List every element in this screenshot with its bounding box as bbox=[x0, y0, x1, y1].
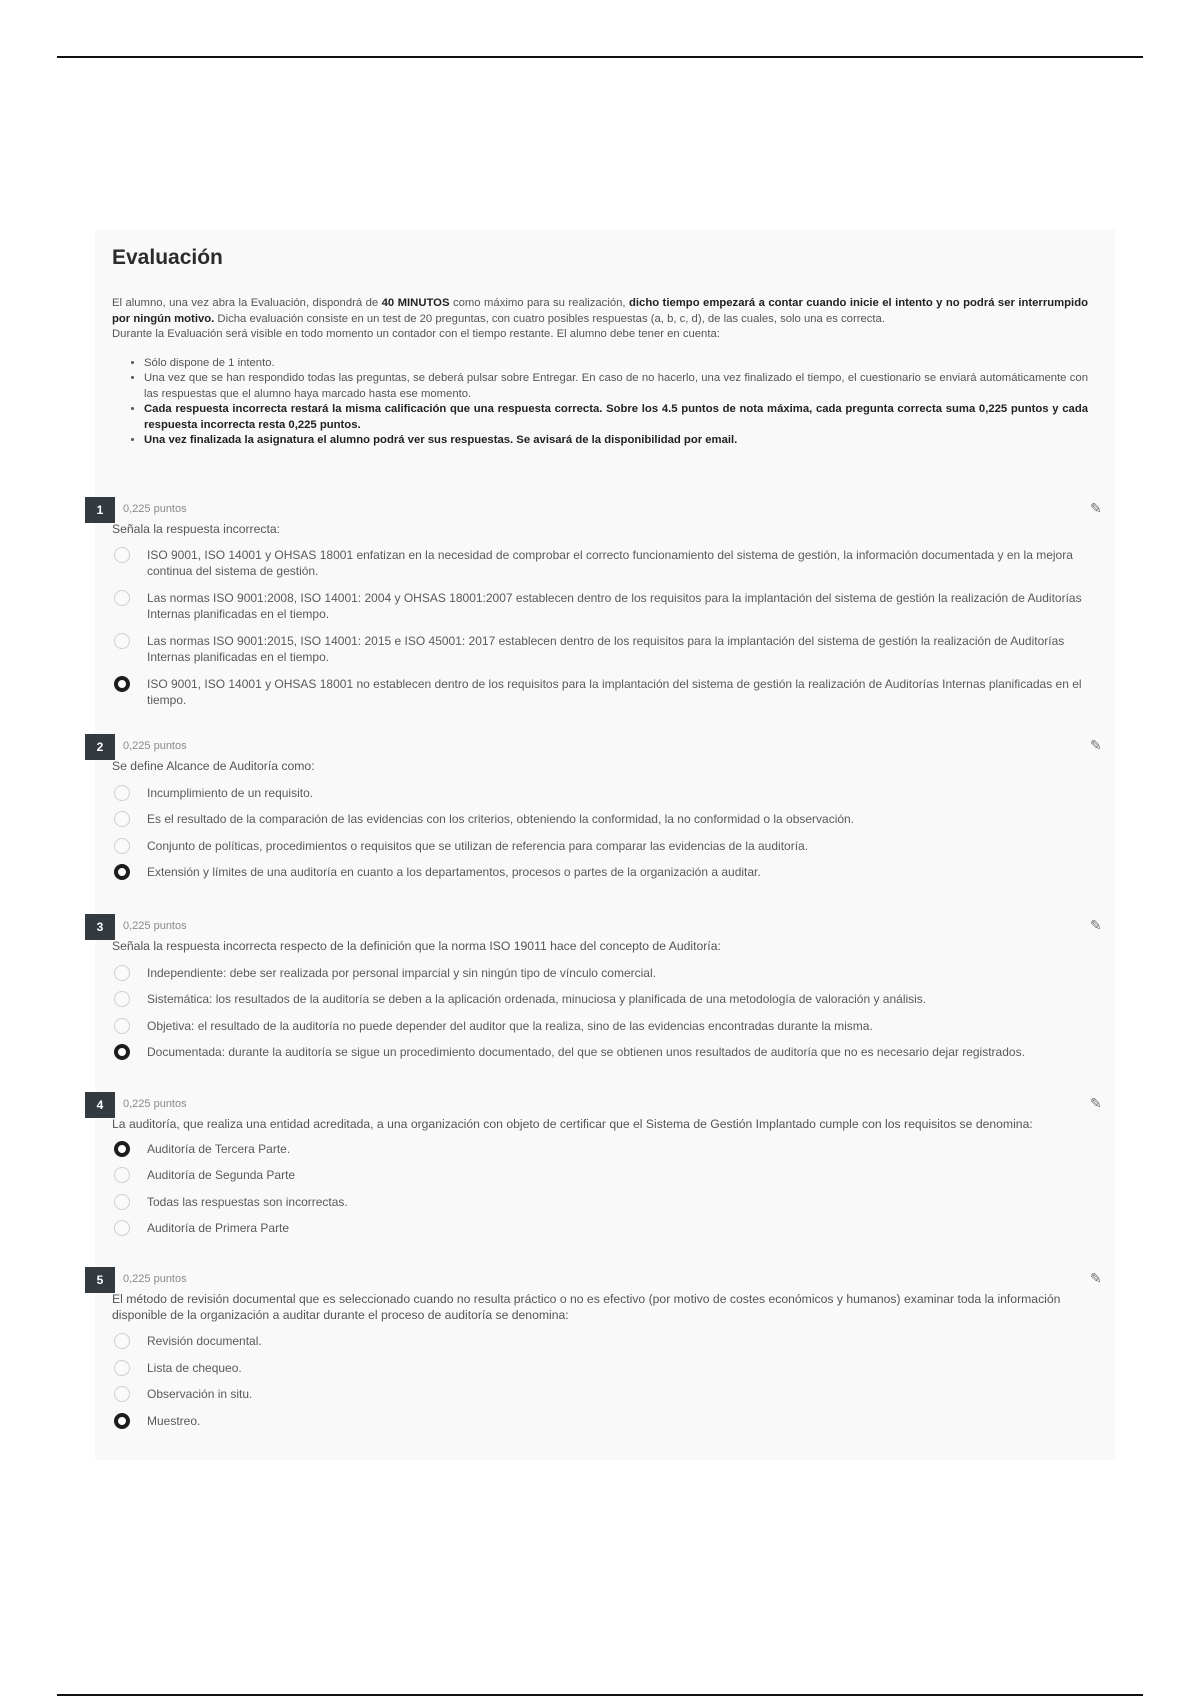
radio-button-selected[interactable] bbox=[114, 1413, 130, 1429]
pin-icon[interactable]: ✎ bbox=[1090, 1270, 1102, 1286]
radio-button[interactable] bbox=[114, 547, 130, 563]
radio-button[interactable] bbox=[114, 1360, 130, 1376]
answer-label: Conjunto de políticas, procedimientos o requisitos que se utilizan de referencia para comparar las evidencias de la auditoría. bbox=[147, 839, 809, 853]
radio-button-selected[interactable] bbox=[114, 1141, 130, 1157]
question-text: Señala la respuesta incorrecta respecto de la definición que la norma ISO 19011 hace del concepto de Auditoría: bbox=[112, 939, 721, 953]
radio-button[interactable] bbox=[114, 590, 130, 606]
question-number: 4 bbox=[85, 1092, 115, 1118]
answer-label: Las normas ISO 9001:2015, ISO 14001: 2015 e ISO 45001: 2017 establecen dentro de los requisitos para la implantación del sistema de gestión la realización de Auditorías Internas planificadas en el tiempo. bbox=[147, 634, 1065, 664]
answer-label: Auditoría de Segunda Parte bbox=[147, 1168, 296, 1182]
question-text: Se define Alcance de Auditoría como: bbox=[112, 759, 315, 773]
question-number: 5 bbox=[85, 1267, 115, 1293]
radio-button[interactable] bbox=[114, 991, 130, 1007]
answer-label: Documentada: durante la auditoría se sigue un procedimiento documentado, del que se obtienen unos resultados de auditoría que no es necesario dejar registrados. bbox=[147, 1045, 1025, 1059]
pin-icon[interactable]: ✎ bbox=[1090, 737, 1102, 753]
radio-button[interactable] bbox=[114, 1333, 130, 1349]
radio-button[interactable] bbox=[114, 633, 130, 649]
radio-button[interactable] bbox=[114, 1194, 130, 1210]
radio-button[interactable] bbox=[114, 838, 130, 854]
answer-label: Lista de chequeo. bbox=[147, 1361, 242, 1375]
answer-label: ISO 9001, ISO 14001 y OHSAS 18001 no establecen dentro de los requisitos para la implantación del sistema de gestión la realización de Auditorías Internas planificadas en el tiempo. bbox=[147, 677, 1082, 707]
intro-timer-warning: dicho tiempo empezará a contar cuando inicie el intento y no podrá ser interrumpido por ningún motivo. bbox=[112, 297, 1088, 325]
question-points: 0,225 puntos bbox=[123, 920, 187, 932]
instructions-item: • Sólo dispone de 1 intento. bbox=[144, 356, 1088, 372]
radio-button[interactable] bbox=[114, 785, 130, 801]
pin-icon[interactable]: ✎ bbox=[1090, 500, 1102, 516]
instructions-item bbox=[144, 402, 1088, 433]
top-rule bbox=[57, 56, 1143, 58]
answer-label: Auditoría de Primera Parte bbox=[147, 1221, 290, 1235]
radio-button[interactable] bbox=[114, 1018, 130, 1034]
question-points: 0,225 puntos bbox=[123, 503, 187, 515]
answer-label: ISO 9001, ISO 14001 y OHSAS 18001 enfatizan en la necesidad de comprobar el correcto funcionamiento del sistema de gestión, la información documentada y en la mejora continua del sistema de gestión. bbox=[147, 548, 1073, 578]
instructions-item-bold: Cada respuesta incorrecta restará la misma calificación que una respuesta correcta. Sobre los 4.5 puntos de nota máxima, cada pregunta correcta suma 0,225 puntos y cada respuesta incorrecta resta 0,225 puntos. bbox=[144, 403, 1088, 431]
pin-icon[interactable]: ✎ bbox=[1090, 917, 1102, 933]
radio-button[interactable] bbox=[114, 1220, 130, 1236]
answer-label: Muestreo. bbox=[147, 1414, 201, 1428]
answer-label: Revisión documental. bbox=[147, 1334, 262, 1348]
answer-label: Las normas ISO 9001:2008, ISO 14001: 2004 y OHSAS 18001:2007 establecen dentro de los requisitos para la implantación del sistema de gestión la realización de Auditorías Internas planificadas en el tiempo. bbox=[147, 591, 1082, 621]
answer-label: Es el resultado de la comparación de las evidencias con los criterios, obteniendo la conformidad, la no conformidad o la observación. bbox=[147, 812, 855, 826]
answer-label: Extensión y límites de una auditoría en cuanto a los departamentos, procesos o partes de la organización a auditar. bbox=[147, 865, 761, 879]
bottom-rule bbox=[57, 1694, 1143, 1696]
answer-label: Independiente: debe ser realizada por personal imparcial y sin ningún tipo de vínculo comercial. bbox=[147, 966, 656, 980]
intro-text: Dicha evaluación consiste en un test de 20 preguntas, con cuatro posibles respuestas (a, b, c, d), de las cuales, solo una es correcta. bbox=[214, 312, 885, 325]
question-text: Señala la respuesta incorrecta: bbox=[112, 522, 281, 536]
radio-button-selected[interactable] bbox=[114, 864, 130, 880]
radio-button[interactable] bbox=[114, 965, 130, 981]
instructions-item: • Una vez que se han respondido todas las preguntas, se deberá pulsar sobre Entregar. En caso de no hacerlo, una vez finalizado el tiempo, el cuestionario se enviará automáticamente con las respuestas que el alumno haya marcado hasta ese momento. bbox=[144, 371, 1088, 402]
question-text: La auditoría, que realiza una entidad acreditada, a una organización con objeto de certificar que el Sistema de Gestión Implantado cumple con los requisitos se denomina: bbox=[112, 1117, 1033, 1131]
intro-time-limit: 40 MINUTOS bbox=[381, 297, 450, 309]
question-number: 2 bbox=[85, 734, 115, 760]
question-points: 0,225 puntos bbox=[123, 740, 187, 752]
answer-label: Auditoría de Tercera Parte. bbox=[147, 1142, 291, 1156]
question-points: 0,225 puntos bbox=[123, 1098, 187, 1110]
question-number: 1 bbox=[85, 497, 115, 523]
instructions bbox=[112, 296, 1088, 449]
instructions-list bbox=[112, 356, 1088, 449]
question-text: El método de revisión documental que es seleccionado cuando no resulta práctico o no es efectivo (por motivo de costes económicos y humanos) examinar toda la información disponible de la organización a auditar durante el proceso de auditoría se denomina: bbox=[112, 1292, 1061, 1322]
instructions-paragraph-2: Durante la Evaluación será visible en todo momento un contador con el tiempo restante. El alumno debe tener en cuenta: bbox=[112, 328, 720, 340]
answer-label: Incumplimiento de un requisito. bbox=[147, 786, 314, 800]
answer-label: Todas las respuestas son incorrectas. bbox=[147, 1195, 348, 1209]
instructions-paragraph-1 bbox=[112, 296, 1088, 327]
question-points: 0,225 puntos bbox=[123, 1273, 187, 1285]
answer-label: Sistemática: los resultados de la auditoría se deben a la aplicación ordenada, minuciosa y planificada de una metodología de valoración y análisis. bbox=[147, 992, 927, 1006]
question-number: 3 bbox=[85, 914, 115, 940]
intro-text: como máximo para su realización, bbox=[449, 297, 629, 309]
radio-button[interactable] bbox=[114, 1167, 130, 1183]
radio-button-selected[interactable] bbox=[114, 1044, 130, 1060]
instructions-item-bold: Una vez finalizada la asignatura el alumno podrá ver sus respuestas. Se avisará de la disponibilidad por email. bbox=[144, 434, 738, 446]
answer-label: Objetiva: el resultado de la auditoría no puede depender del auditor que la realiza, sino de las evidencias encontradas durante la misma. bbox=[147, 1019, 873, 1033]
radio-button[interactable] bbox=[114, 811, 130, 827]
radio-button-selected[interactable] bbox=[114, 676, 130, 692]
page-title: Evaluación bbox=[112, 246, 223, 269]
radio-button[interactable] bbox=[114, 1386, 130, 1402]
pin-icon[interactable]: ✎ bbox=[1090, 1095, 1102, 1111]
intro-text: El alumno, una vez abra la Evaluación, dispondrá de bbox=[112, 297, 382, 309]
answer-label: Observación in situ. bbox=[147, 1387, 253, 1401]
instructions-item bbox=[144, 433, 1088, 449]
